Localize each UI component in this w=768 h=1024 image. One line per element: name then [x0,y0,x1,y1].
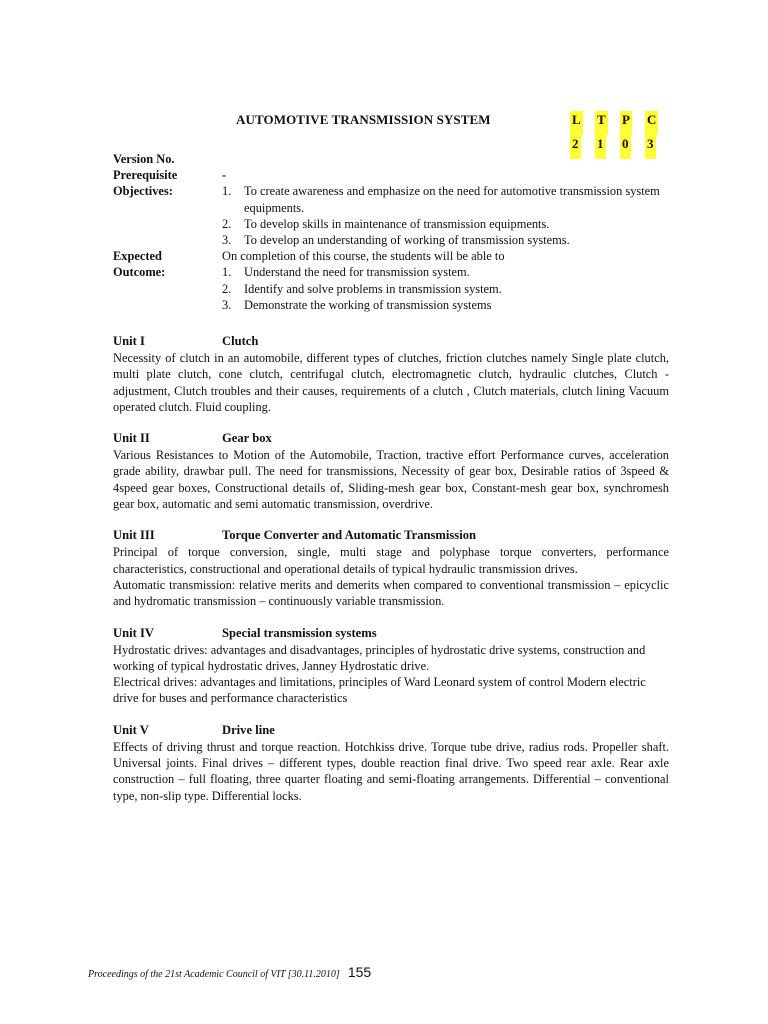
outcome-item: 2. Identify and solve problems in transmission system. [222,281,502,296]
unit-title: Gear box [222,431,272,446]
version-value [222,151,673,167]
unit-number: Unit III [113,528,155,543]
unit-heading [113,625,669,642]
objective-item: 1. To create awareness and emphasize on the need for automotive transmission system equipments. [222,184,660,215]
prerequisite-row [113,167,673,183]
ltpc-value-l: 2 [570,135,581,159]
outcome-intro: On completion of this course, the students will be able to [222,249,505,264]
unit-number: Unit V [113,722,149,737]
footer-text: Proceedings of the 21st Academic Council of VIT [30.11.2010] [88,969,340,980]
unit-number: Unit II [113,431,150,446]
page-footer [88,964,371,980]
unit-2 [113,430,669,512]
ltpc-label-p: P [620,111,632,135]
objective-item: 2. To develop skills in maintenance of transmission equipments. [222,216,550,231]
unit-heading [113,333,669,350]
unit-heading [113,527,669,544]
unit-number: Unit IV [113,625,154,640]
page-number: 155 [347,964,372,980]
unit-paragraph: Automatic transmission: relative merits and demerits when compared to conventional transmission – epicyclic and hydromatic transmission – continuously variable transmission. [113,577,669,609]
unit-heading [113,722,669,739]
outcome-item: 1. Understand the need for transmission system. [222,265,470,280]
prerequisite-value: - [222,168,227,183]
objective-item: 3. To develop an understanding of working of transmission systems. [222,233,570,248]
expected-label: Expected [113,249,162,264]
unit-1 [113,333,669,415]
units-section [113,333,669,819]
unit-paragraph: Various Resistances to Motion of the Automobile, Traction, tractive effort Performance curves, acceleration grade ability, drawbar pull. The need for transmissions, Necessity of gear box, Desirable ratios of 3speed & 4speed gear boxes, Constructional details of, Sliding-mesh gear box, Constant-mesh gear box, synchromesh gear box, automatic and semi automatic transmission, overdrive. [113,448,669,512]
ltpc-label-l: L [570,111,583,135]
unit-heading [113,430,669,447]
objectives-list [222,183,673,248]
course-title: AUTOMOTIVE TRANSMISSION SYSTEM [236,112,491,127]
unit-paragraph: Effects of driving thrust and torque reaction. Hotchkiss drive. Torque tube drive, radius rods. Propeller shaft. Universal joints. Final drives – different types, double reaction final drive. Two speed rear axle. Rear axle construction – full floating, three quarter floating and semi-floating arrangements. Differential – conventional type, non-slip type. Differential locks. [113,739,669,803]
outcome-item: 3. Demonstrate the working of transmission systems [222,297,492,312]
outcomes-list [222,264,673,313]
ltpc-label-c: C [645,111,658,135]
prerequisite-label: Prerequisite [113,168,178,183]
unit-3 [113,527,669,609]
unit-paragraph: Electrical drives: advantages and limitations, principles of Ward Leonard system of control Modern electric drive for buses and performance characteristics [113,675,646,706]
objectives-row [113,183,673,248]
ltpc-value-p: 0 [620,135,631,159]
unit-title: Drive line [222,722,275,737]
unit-paragraph: Principal of torque conversion, single, multi stage and polyphase torque converters, performance characteristics, constructional and operational details of typical hydraulic transmission drives. [113,545,669,576]
ltpc-value-t: 1 [595,135,606,159]
unit-title: Clutch [222,334,259,348]
unit-4 [113,625,669,707]
unit-number: Unit I [113,334,145,348]
ltpc-label-row [570,111,670,135]
ltpc-value-c: 3 [645,135,656,159]
unit-title: Special transmission systems [222,625,377,640]
unit-title: Torque Converter and Automatic Transmission [222,528,477,543]
unit-paragraph: Hydrostatic drives: advantages and disadvantages, principles of hydrostatic drive systems, construction and working of typical hydrostatic drives, Janney Hydrostatic drive. [113,642,646,673]
unit-5 [113,722,669,804]
version-label: Version No. [113,152,175,166]
outcome-label: Outcome: [113,265,166,280]
objectives-label: Objectives: [113,184,173,199]
unit-paragraph: Necessity of clutch in an automobile, different types of clutches, friction clutches namely Single plate clutch, multi plate clutch, cone clutch, centrifugal clutch, electromagnetic clutch, hydraulic clutches, Clutch - adjustment, Clutch troubles and their causes, requirements of a clutch , Clutch materials, clutch lining Vacuum operated clutch. Fluid coupling. [113,351,669,414]
ltpc-label-t: T [595,111,608,135]
course-meta [113,151,673,313]
version-row [113,151,673,167]
expected-outcome-row [113,248,673,313]
